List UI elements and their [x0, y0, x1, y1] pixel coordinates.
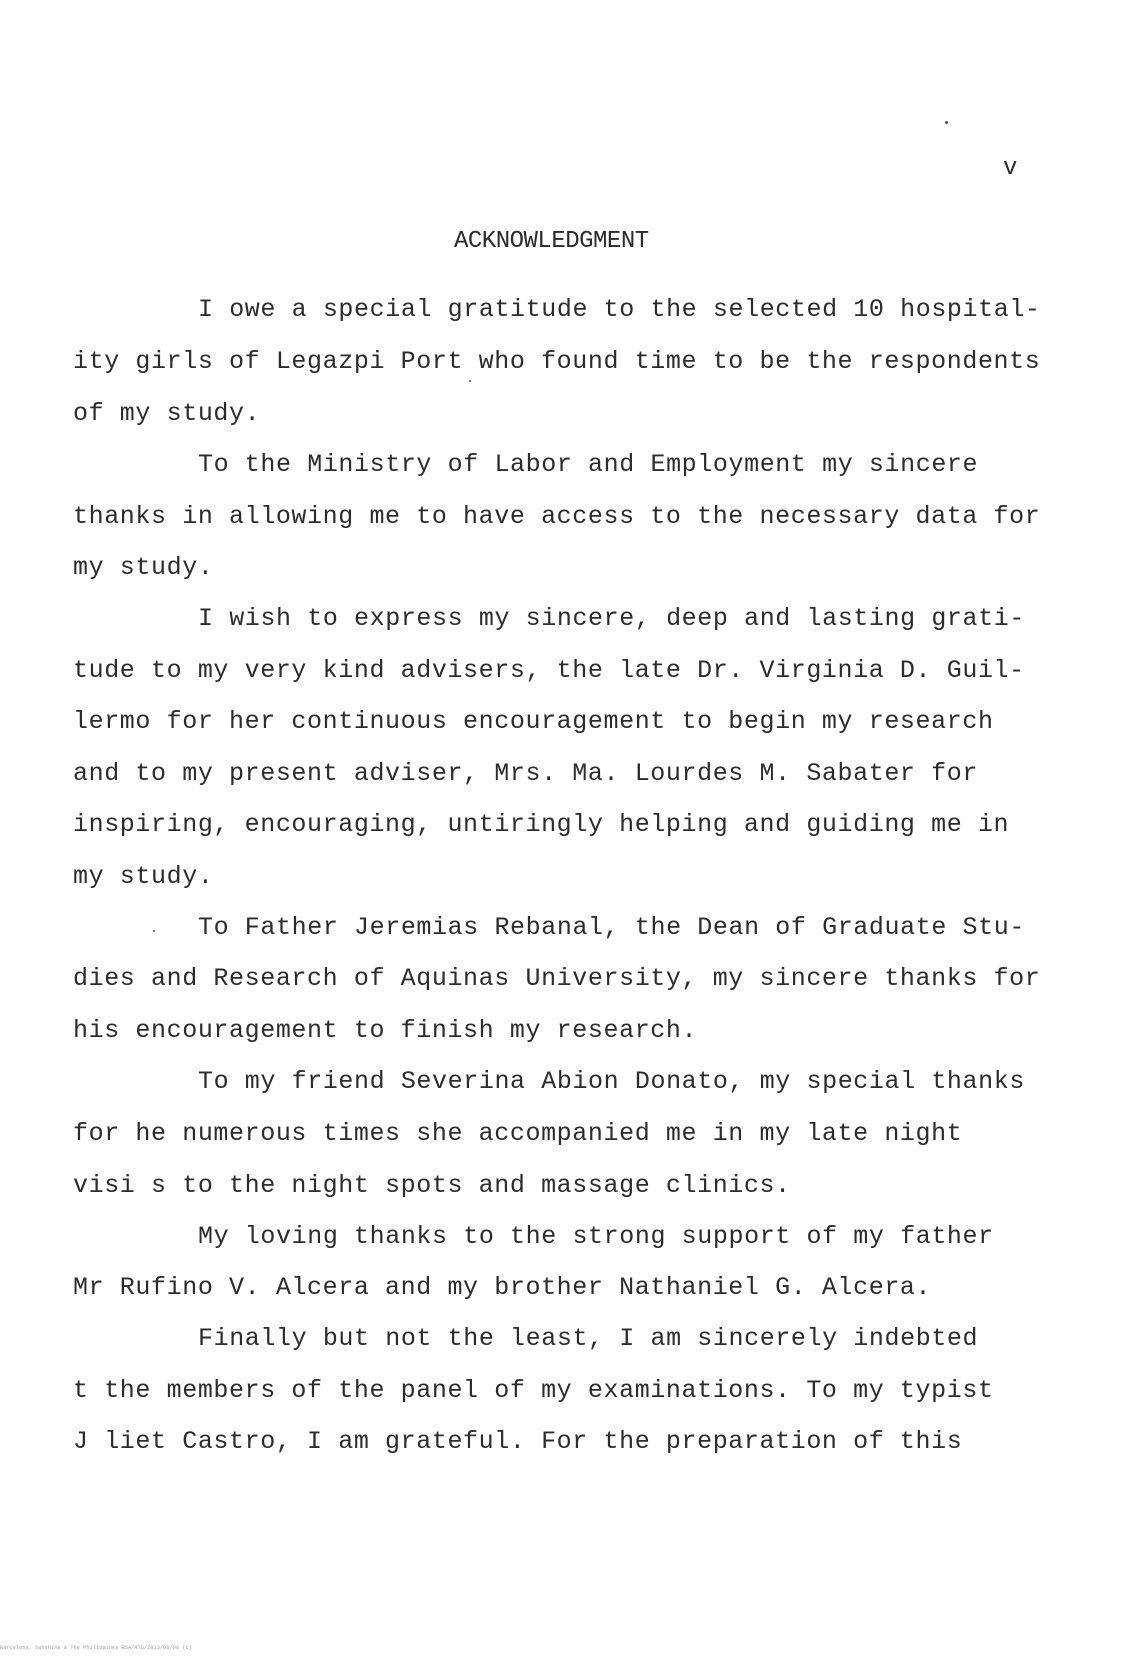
text-line: Mr Rufino V. Alcera and my brother Nathaniel G. Alcera. — [73, 1273, 932, 1302]
text-line: To Father Jeremias Rebanal, the Dean of Graduate Stu- — [198, 913, 1025, 942]
text-line: I wish to express my sincere, deep and lasting grati- — [198, 604, 1025, 633]
scan-speck — [469, 380, 471, 382]
text-line: his encouragement to finish my research. — [73, 1016, 698, 1045]
page-title: ACKNOWLEDGMENT — [454, 228, 649, 255]
text-line: To the Ministry of Labor and Employment my sincere — [198, 450, 979, 479]
text-line: I owe a special gratitude to the selected 10 hospital- — [198, 295, 1041, 324]
text-line: inspiring, encouraging, untiringly helping and guiding me in — [73, 810, 1010, 839]
text-line: for he numerous times she accompanied me in my late night — [73, 1119, 963, 1148]
text-line: Finally but not the least, I am sincerely indebted — [198, 1324, 979, 1353]
text-line: lermo for her continuous encouragement to begin my research — [73, 707, 994, 736]
scan-speck — [153, 930, 155, 932]
scan-footer-stamp: Barcelona, Sunshine & The Philippines RSA/RTS/2013/06/98 (c) — [0, 1645, 193, 1651]
text-line: thanks in allowing me to have access to the necessary data for — [73, 502, 1041, 531]
text-line: J liet Castro, I am grateful. For the preparation of this — [73, 1427, 963, 1456]
text-line: of my study. — [73, 399, 261, 428]
scan-speck — [945, 121, 948, 124]
text-line: my study. — [73, 862, 214, 891]
text-line: dies and Research of Aquinas University, my sincere thanks for — [73, 964, 1041, 993]
text-line: t the members of the panel of my examinations. To my typist — [73, 1376, 994, 1405]
text-line: To my friend Severina Abion Donato, my special thanks — [198, 1067, 1025, 1096]
text-line: tude to my very kind advisers, the late Dr. Virginia D. Guil- — [73, 656, 1025, 685]
text-line: ity girls of Legazpi Port who found time to be the respondents — [73, 347, 1041, 376]
text-line: my study. — [73, 553, 214, 582]
page-number: v — [1003, 155, 1018, 182]
text-line: visi s to the night spots and massage clinics. — [73, 1171, 791, 1200]
text-line: and to my present adviser, Mrs. Ma. Lourdes M. Sabater for — [73, 759, 978, 788]
text-line: My loving thanks to the strong support of my father — [198, 1222, 994, 1251]
